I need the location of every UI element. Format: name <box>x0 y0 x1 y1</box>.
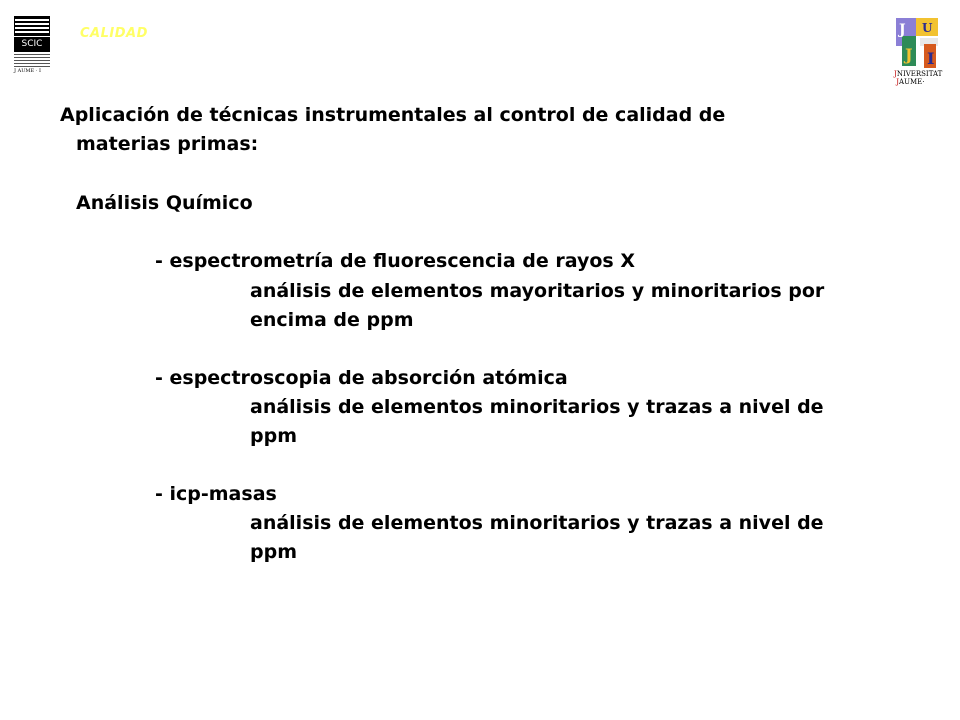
slide-subtitle: Análisis Químico <box>76 192 253 214</box>
item-heading: - espectrometría de fluorescencia de rayos X <box>155 250 635 272</box>
svg-text:J: J <box>899 22 906 38</box>
university-initial-2: J <box>896 78 900 86</box>
svg-text:J: J <box>905 45 913 64</box>
item-detail-line1: análisis de elementos mayoritarios y minoritarios por <box>250 280 825 302</box>
university-initial-1: J <box>894 70 897 78</box>
svg-text:U: U <box>922 21 933 35</box>
section-label: CALIDAD <box>80 26 148 41</box>
svg-text:I: I <box>927 49 935 68</box>
university-name-line1: NIVERSITAT <box>896 70 943 78</box>
item-heading: - espectroscopia de absorción atómica <box>155 367 568 389</box>
scic-logo-text: SCIC <box>14 37 50 52</box>
item-detail-line1: análisis de elementos minoritarios y trazas a nivel de <box>250 396 824 418</box>
item-detail-line1: análisis de elementos minoritarios y trazas a nivel de <box>250 512 824 534</box>
item-detail-line2: ppm <box>250 541 297 563</box>
slide-title-line2: materias primas: <box>76 133 259 155</box>
item-detail-line2: ppm <box>250 425 297 447</box>
item-heading: - icp-masas <box>155 483 277 505</box>
slide-title-line1: Aplicación de técnicas instrumentales al control de calidad de <box>60 104 726 126</box>
item-detail-line2: encima de ppm <box>250 309 414 331</box>
scic-logo-caption: J AUME · I <box>14 68 41 74</box>
university-name-line2: AUME· <box>899 78 925 86</box>
